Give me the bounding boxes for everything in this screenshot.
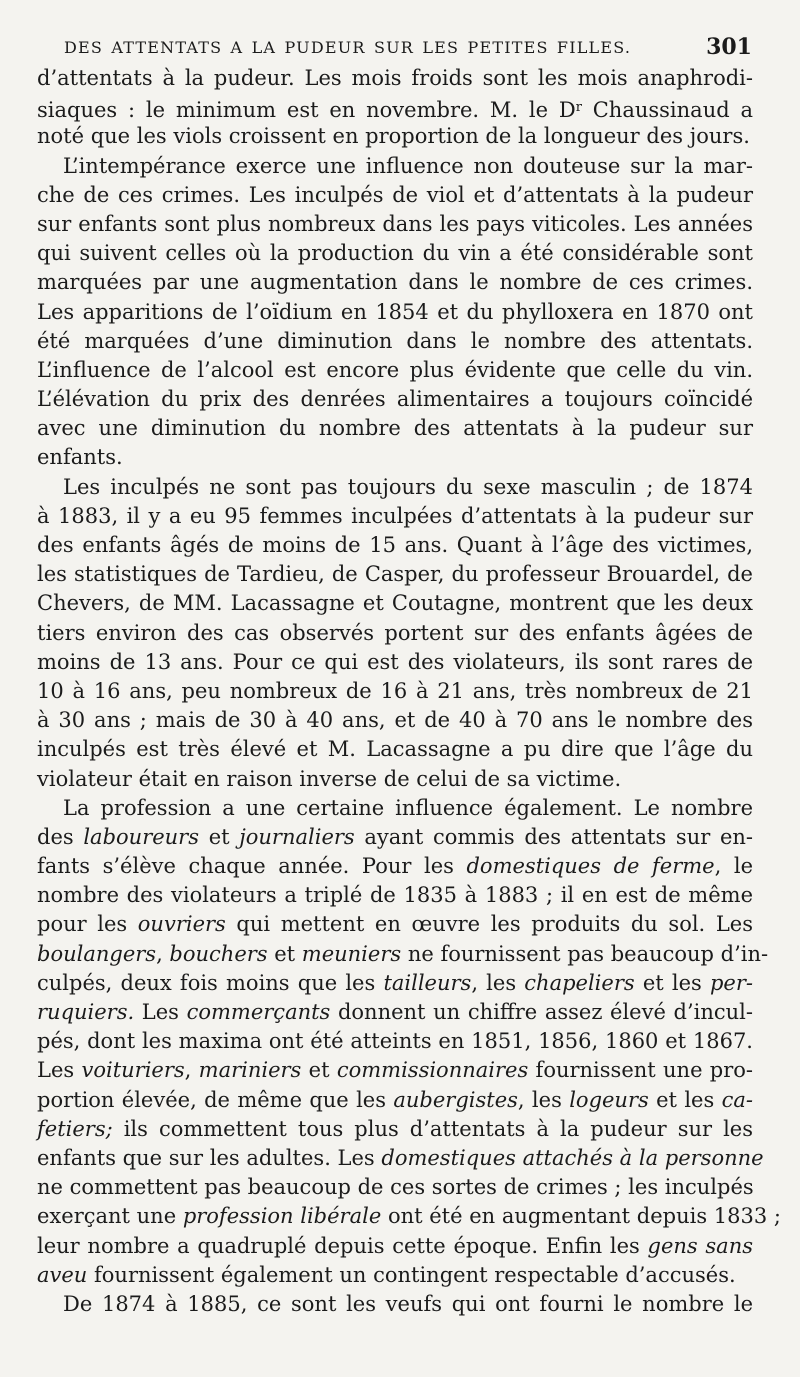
text-segment: ils commettent tous plus d’attentats à la pudeur sur les bbox=[112, 1116, 753, 1141]
text-segment: sur enfants sont plus nombreux dans les pays viticoles. Les années bbox=[37, 211, 753, 236]
italic-text: aveu bbox=[37, 1262, 88, 1287]
italic-text: bouchers bbox=[169, 941, 268, 966]
italic-text: chapeliers bbox=[524, 970, 635, 995]
text-line bbox=[37, 735, 753, 764]
text-segment: fournissent également un contingent respectable d’accusés. bbox=[87, 1262, 736, 1287]
text-segment: L’élévation du prix des denrées alimentaires a toujours coïncidé bbox=[37, 387, 753, 412]
text-line bbox=[37, 473, 753, 502]
text-line bbox=[37, 706, 753, 735]
text-segment: avec une diminution du nombre des attentats à la pudeur sur bbox=[37, 416, 753, 441]
italic-text: domestiques attachés à la personne bbox=[381, 1145, 764, 1170]
text-line bbox=[37, 298, 753, 327]
text-segment: culpés, deux fois moins que les bbox=[37, 970, 384, 995]
text-line bbox=[37, 93, 753, 122]
text-segment: 10 à 16 ans, peu nombreux de 16 à 21 ans, très nombreux de 21 bbox=[37, 678, 753, 703]
text-segment: L’influence de l’alcool est encore plus évidente que celle du vin. bbox=[37, 357, 753, 382]
text-segment: , bbox=[184, 1058, 199, 1083]
text-line bbox=[37, 881, 753, 910]
text-segment: pour les bbox=[37, 912, 138, 937]
text-line bbox=[37, 969, 753, 998]
text-segment: fournissent une pro- bbox=[528, 1058, 754, 1083]
text-segment: marquées par une augmentation dans le nombre de ces crimes. bbox=[37, 270, 753, 295]
text-segment: enfants. bbox=[37, 445, 123, 470]
text-segment: , les bbox=[471, 970, 525, 995]
italic-text: meuniers bbox=[301, 941, 402, 966]
text-line bbox=[37, 1115, 753, 1144]
text-line bbox=[37, 385, 753, 414]
text-segment: siaques : le minimum est en novembre. M. le D bbox=[37, 98, 576, 123]
text-line bbox=[37, 852, 753, 881]
text-line bbox=[37, 152, 753, 181]
italic-text: profession libérale bbox=[182, 1204, 382, 1229]
text-segment: été marquées d’une diminution dans le nombre des attentats. bbox=[37, 328, 753, 353]
text-segment: nombre des violateurs a triplé de 1835 à 1883 ; il en est de même bbox=[37, 883, 753, 908]
text-segment: les statistiques de Tardieu, de Casper, du professeur Brouardel, de bbox=[37, 562, 753, 587]
text-segment: donnent un chiffre assez élevé d’incul- bbox=[330, 1000, 753, 1024]
italic-text: aubergistes bbox=[393, 1087, 518, 1112]
text-segment: ont été en augmentant depuis 1833 ; bbox=[381, 1204, 781, 1229]
text-line bbox=[37, 1027, 753, 1056]
text-segment: Les apparitions de l’oïdium en 1854 et du phylloxera en 1870 ont bbox=[37, 299, 753, 324]
superscript-text: r bbox=[575, 100, 582, 116]
text-segment: fants s’élève chaque année. Pour les bbox=[37, 854, 467, 879]
text-segment: ne commettent pas beaucoup de ces sortes de crimes ; les inculpés bbox=[37, 1175, 754, 1200]
text-segment: , les bbox=[517, 1087, 570, 1112]
text-segment: exerçant une bbox=[37, 1204, 183, 1229]
italic-text: fetiers; bbox=[37, 1116, 113, 1141]
text-line bbox=[37, 1144, 764, 1173]
text-line bbox=[37, 531, 753, 560]
text-line bbox=[37, 823, 753, 852]
italic-text: journaliers bbox=[239, 824, 355, 849]
text-line bbox=[37, 1202, 781, 1231]
text-segment: portion élevée, de même que les bbox=[37, 1087, 394, 1112]
text-line bbox=[37, 268, 753, 297]
text-segment: et les bbox=[648, 1087, 722, 1112]
text-segment: Les bbox=[37, 1058, 82, 1083]
text-line bbox=[37, 181, 753, 210]
text-line bbox=[37, 443, 753, 472]
text-segment: qui mettent en œuvre les produits du sol. Les bbox=[225, 912, 753, 937]
body-text bbox=[37, 64, 781, 1319]
text-line bbox=[37, 64, 753, 93]
text-line bbox=[37, 794, 753, 823]
text-segment: Les inculpés ne sont pas toujours du sexe masculin ; de 1874 bbox=[63, 474, 753, 499]
text-segment: à 1883, il y a eu 95 femmes inculpées d’attentats à la pudeur sur bbox=[37, 503, 753, 528]
page-header bbox=[64, 34, 752, 68]
running-title: DES ATTENTATS A LA PUDEUR SUR LES PETITES FILLES. bbox=[64, 38, 632, 57]
text-line bbox=[37, 239, 753, 268]
text-line bbox=[37, 414, 753, 443]
text-line bbox=[37, 765, 753, 794]
text-segment: et les bbox=[634, 970, 710, 995]
text-line bbox=[37, 589, 753, 618]
italic-text: commissionnaires bbox=[336, 1058, 529, 1083]
italic-text: domestiques de ferme bbox=[466, 854, 715, 879]
text-segment: che de ces crimes. Les inculpés de viol et d’attentats à la pudeur bbox=[37, 182, 753, 207]
text-segment: moins de 13 ans. Pour ce qui est des violateurs, ils sont rares de bbox=[37, 649, 753, 674]
text-segment: et bbox=[199, 824, 240, 849]
text-line bbox=[37, 619, 753, 648]
text-line bbox=[37, 1086, 753, 1115]
text-segment: La profession a une certaine influence également. Le nombre bbox=[63, 795, 753, 820]
italic-text: boulangers bbox=[37, 941, 157, 966]
text-segment: inculpés est très élevé et M. Lacassagne a pu dire que l’âge du bbox=[37, 737, 753, 762]
text-line bbox=[37, 677, 753, 706]
text-segment: ne fournissent pas beaucoup d’in- bbox=[401, 941, 769, 966]
text-line bbox=[37, 1232, 753, 1261]
italic-text: voituriers bbox=[81, 1058, 185, 1083]
text-line bbox=[37, 1056, 753, 1085]
text-segment: leur nombre a quadruplé depuis cette époque. Enfin les bbox=[37, 1233, 648, 1258]
italic-text: laboureurs bbox=[83, 824, 199, 849]
text-segment: violateur était en raison inverse de celui de sa victime. bbox=[37, 766, 622, 791]
italic-text: ruquiers. bbox=[37, 1000, 135, 1024]
text-line bbox=[37, 327, 753, 356]
text-segment: Chaussinaud a bbox=[581, 98, 753, 123]
text-segment: De 1874 à 1885, ce sont les veufs qui ont fourni le nombre le bbox=[63, 1291, 753, 1316]
text-segment: , bbox=[156, 941, 170, 966]
page-number: 301 bbox=[706, 34, 752, 60]
text-segment: noté que les viols croissent en proportion de la longueur des jours. bbox=[37, 124, 750, 149]
text-line bbox=[37, 1173, 753, 1202]
italic-text: gens sans bbox=[647, 1233, 753, 1258]
text-line bbox=[37, 560, 753, 589]
text-segment: L’intempérance exerce une influence non douteuse sur la mar- bbox=[63, 153, 753, 178]
text-line bbox=[37, 502, 753, 531]
italic-text: logeurs bbox=[569, 1087, 649, 1112]
text-segment: , le bbox=[714, 854, 753, 879]
text-segment: ayant commis des attentats sur en- bbox=[354, 824, 753, 849]
text-segment: des enfants âgés de moins de 15 ans. Quant à l’âge des victimes, bbox=[37, 533, 753, 557]
text-segment: pés, dont les maxima ont été atteints en 1851, 1856, 1860 et 1867. bbox=[37, 1029, 753, 1054]
text-line bbox=[37, 1290, 753, 1319]
text-segment: et bbox=[267, 941, 302, 966]
text-segment: qui suivent celles où la production du vin a été considérable sont bbox=[37, 241, 753, 266]
text-line bbox=[37, 940, 769, 969]
text-line bbox=[37, 210, 753, 239]
text-segment: des bbox=[37, 824, 84, 849]
text-segment: tiers environ des cas observés portent sur des enfants âgées de bbox=[37, 620, 753, 645]
text-line bbox=[37, 122, 753, 151]
text-line bbox=[37, 356, 753, 385]
italic-text: per- bbox=[709, 970, 753, 995]
text-line bbox=[37, 998, 753, 1027]
italic-text: ouvriers bbox=[137, 912, 226, 937]
italic-text: ca- bbox=[721, 1087, 753, 1112]
italic-text: tailleurs bbox=[383, 970, 472, 995]
text-segment: et bbox=[301, 1058, 337, 1083]
text-segment: enfants que sur les adultes. Les bbox=[37, 1145, 382, 1170]
text-segment: d’attentats à la pudeur. Les mois froids sont les mois anaphrodi- bbox=[37, 66, 753, 90]
text-segment: Les bbox=[134, 1000, 187, 1024]
italic-text: mariniers bbox=[198, 1058, 302, 1083]
text-segment: Chevers, de MM. Lacassagne et Coutagne, montrent que les deux bbox=[37, 591, 753, 616]
text-line bbox=[37, 1261, 753, 1290]
text-line bbox=[37, 910, 753, 939]
text-line bbox=[37, 648, 753, 677]
italic-text: commerçants bbox=[186, 1000, 331, 1024]
text-segment: à 30 ans ; mais de 30 à 40 ans, et de 40 à 70 ans le nombre des bbox=[37, 708, 753, 733]
